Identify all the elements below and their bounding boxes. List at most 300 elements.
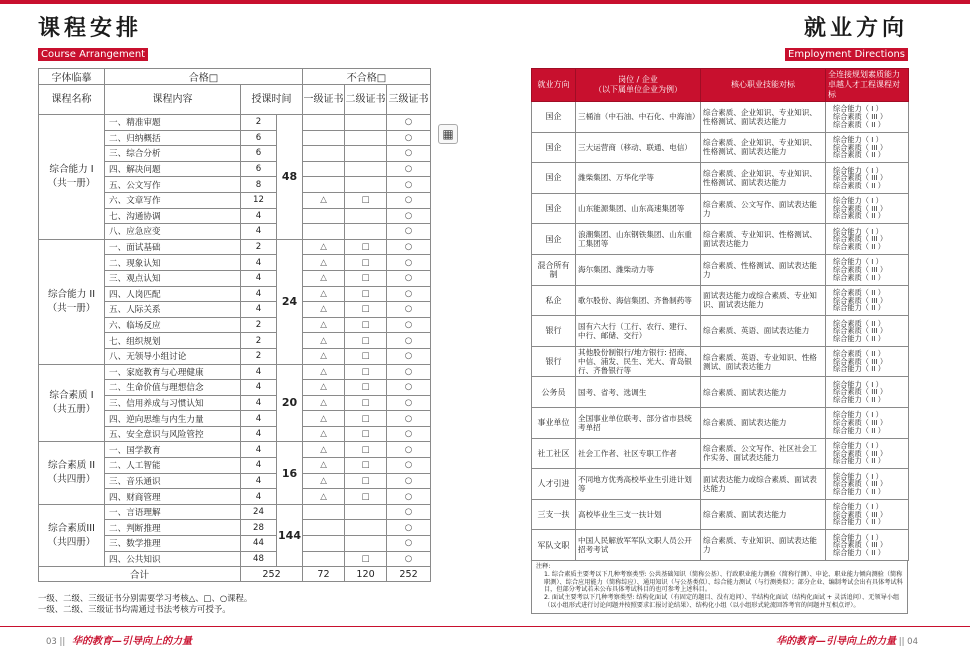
cert1-mark: △: [303, 348, 345, 364]
cert2-mark: □: [345, 380, 387, 396]
employment-row: [532, 163, 909, 194]
employment-course-item: 综合素质（ III ）: [833, 264, 888, 274]
cert3-mark: ○: [387, 239, 431, 255]
employment-course-item: 综合能力（ II ）: [833, 456, 885, 466]
course-name: 综合能力 I （共一册）: [39, 115, 105, 240]
employment-course-item: 综合能力（ II ）: [833, 547, 885, 557]
employment-position: 不同地方优秀高校毕业生引进计划等: [576, 469, 701, 500]
cert1-mark: [303, 551, 345, 567]
employment-course-item: 综合素质（ III ）: [833, 540, 888, 550]
course-content: 四、逆向思维与内生力量: [105, 411, 241, 427]
employment-skills: 综合素质、公文写作、社区社会工作实务、面试表达能力: [701, 438, 826, 469]
cert2-mark: □: [345, 192, 387, 208]
course-content: 三、数学推理: [105, 536, 241, 552]
employment-course-item: 综合素质（ III ）: [833, 234, 888, 244]
course-group-hours: 48: [277, 115, 303, 240]
footer-divider-left: ||: [59, 637, 68, 647]
employment-course-item: 综合素质（ II ）: [833, 318, 885, 328]
employment-course-item: 综合素质（ III ）: [833, 203, 888, 213]
course-note-2: 一级、二级、三级证书均需通过书法考核方可授予。: [38, 604, 231, 614]
cert1-mark: △: [303, 442, 345, 458]
cert1-mark: △: [303, 364, 345, 380]
employment-subtitle: Employment Directions: [785, 48, 908, 61]
employment-notes: [531, 561, 908, 614]
employment-table-wrap: [531, 68, 908, 614]
footer-slogan-left: 华的教育—引导向上的力量: [71, 636, 192, 647]
employment-position: 中国人民解放军军队文职人员公开招考考试: [576, 530, 701, 561]
cert3-mark: ○: [387, 426, 431, 442]
employment-row: [532, 254, 909, 285]
cert1-mark: △: [303, 489, 345, 505]
employment-skills: 综合素质、专业知识、性格测试、面试表达能力: [701, 224, 826, 255]
employment-type: 银行: [532, 316, 576, 347]
total-row: [39, 567, 431, 582]
cert2-mark: [345, 146, 387, 162]
course-hours: 4: [241, 426, 277, 442]
course-hours: 28: [241, 520, 277, 536]
cert2-mark: □: [345, 333, 387, 349]
employment-row: [532, 499, 909, 530]
course-hours: 12: [241, 192, 277, 208]
footer-divider-right: ||: [898, 637, 908, 647]
course-content: 一、言语理解: [105, 504, 241, 520]
employment-course-item: 综合能力（ I ）: [833, 532, 883, 542]
employment-course-item: 综合素质（ II ）: [833, 287, 885, 297]
employment-title: 就业方向: [803, 16, 908, 41]
course-hours: 6: [241, 130, 277, 146]
employment-course-item: 综合能力（ II ）: [833, 303, 885, 313]
employment-skills: 综合素质、面试表达能力: [701, 499, 826, 530]
course-name: 综合素质 II （共四册）: [39, 442, 105, 504]
employment-position: 高校毕业生三支一扶计划: [576, 499, 701, 530]
course-name: 综合素质III （共四册）: [39, 504, 105, 566]
cert2-mark: [345, 520, 387, 536]
cert1-mark: [303, 520, 345, 536]
cert3-mark: ○: [387, 364, 431, 380]
employment-courses: [826, 438, 909, 469]
employment-type: 国企: [532, 193, 576, 224]
cert3-mark: ○: [387, 520, 431, 536]
course-content: 四、人岗匹配: [105, 286, 241, 302]
course-row: [39, 115, 431, 131]
cert1-mark: [303, 536, 345, 552]
course-hours: 4: [241, 411, 277, 427]
employment-course-item: 综合素质（ III ）: [833, 112, 888, 121]
employment-course-item: 综合能力（ II ）: [833, 517, 885, 527]
course-content: 二、判断推理: [105, 520, 241, 536]
employment-course-item: 综合素质（ II ）: [833, 150, 885, 160]
total-cert1: 72: [303, 567, 345, 582]
employment-note-title: 注释:: [536, 562, 551, 570]
employment-course-item: 综合能力（ I ）: [833, 379, 883, 389]
employment-courses: [826, 530, 909, 561]
total-label: 合计: [39, 567, 241, 582]
employment-type: 私企: [532, 285, 576, 316]
cert2-mark: [345, 224, 387, 240]
employment-course-item: 综合能力（ I ）: [833, 104, 883, 114]
cert3-mark: ○: [387, 458, 431, 474]
employment-course-item: 综合能力（ I ）: [833, 502, 883, 512]
course-content: 三、综合分析: [105, 146, 241, 162]
employment-row: [532, 285, 909, 316]
cert1-mark: △: [303, 239, 345, 255]
employment-courses: [826, 407, 909, 438]
header-skills: 核心职业技能对标: [701, 69, 826, 102]
employment-row: [532, 132, 909, 163]
cert3-mark: ○: [387, 333, 431, 349]
cert1-mark: [303, 208, 345, 224]
employment-position: 歌尔股份、海信集团、齐鲁制药等: [576, 285, 701, 316]
footer-rule: [0, 626, 970, 627]
course-note-1: 一级、二级、三级证书分别需要学习考核△、□、○课程。: [38, 593, 253, 603]
course-content: 六、临场反应: [105, 317, 241, 333]
cert3-mark: ○: [387, 224, 431, 240]
course-hours: 4: [241, 286, 277, 302]
employment-table: [531, 68, 909, 561]
course-content: 一、面试基础: [105, 239, 241, 255]
cert2-mark: □: [345, 395, 387, 411]
course-hours: 4: [241, 224, 277, 240]
course-hours: 44: [241, 536, 277, 552]
cert3-mark: ○: [387, 208, 431, 224]
cert3-mark: ○: [387, 302, 431, 318]
employment-row: [532, 102, 909, 133]
cert3-mark: ○: [387, 146, 431, 162]
cert3-mark: ○: [387, 504, 431, 520]
employment-type: 国企: [532, 224, 576, 255]
employment-skills: 综合素质、企业知识、专业知识、性格测试、面试表达能力: [701, 163, 826, 194]
employment-position: 国有六大行（工行、农行、建行、中行、邮储、交行）: [576, 316, 701, 347]
cert3-mark: ○: [387, 317, 431, 333]
cert2-mark: □: [345, 348, 387, 364]
employment-position: 三桶油（中石油、中石化、中海油）: [576, 102, 701, 133]
header-cert1: 一级证书: [303, 85, 345, 115]
employment-courses: [826, 224, 909, 255]
cert2-mark: □: [345, 551, 387, 567]
cert2-mark: [345, 115, 387, 131]
cert2-mark: □: [345, 426, 387, 442]
cert3-mark: ○: [387, 115, 431, 131]
course-content: 七、沟通协调: [105, 208, 241, 224]
cert3-mark: ○: [387, 255, 431, 271]
cert1-mark: △: [303, 302, 345, 318]
employment-courses: [826, 254, 909, 285]
course-group-hours: 24: [277, 239, 303, 364]
employment-row: [532, 530, 909, 561]
cert3-mark: ○: [387, 286, 431, 302]
employment-skills: 综合素质、英语、专业知识、性格测试、面试表达能力: [701, 346, 826, 377]
cert2-mark: □: [345, 411, 387, 427]
cert3-mark: ○: [387, 395, 431, 411]
cert2-mark: [345, 536, 387, 552]
cert3-mark: ○: [387, 192, 431, 208]
cert1-mark: [303, 161, 345, 177]
course-content: 三、信用养成与习惯认知: [105, 395, 241, 411]
font-copy-fail: 不合格□: [303, 69, 431, 85]
employment-course-item: 综合能力（ I ）: [833, 165, 883, 175]
employment-course-item: 综合能力（ I ）: [833, 471, 883, 481]
employment-course-item: 综合能力（ I ）: [833, 135, 883, 144]
course-row: [39, 364, 431, 380]
cert3-mark: ○: [387, 270, 431, 286]
course-content: 五、公文写作: [105, 177, 241, 193]
employment-course-item: 综合素质（ III ）: [833, 417, 888, 427]
cert3-mark: ○: [387, 380, 431, 396]
employment-position: 山东能源集团、山东高速集团等: [576, 193, 701, 224]
employment-row: [532, 469, 909, 500]
course-content: 二、归纳概括: [105, 130, 241, 146]
employment-position: 潍柴集团、万华化学等: [576, 163, 701, 194]
employment-position: 全国事业单位联考、部分省市县统考单招: [576, 407, 701, 438]
employment-row: [532, 224, 909, 255]
header-hours: 授课时间: [241, 85, 303, 115]
employment-course-item: 综合能力（ II ）: [833, 425, 885, 435]
course-hours: 4: [241, 380, 277, 396]
course-heading: [38, 16, 148, 61]
header-quality: 全连接规划素质能力卓越人才工程课程对标: [826, 69, 909, 102]
cert3-mark: ○: [387, 161, 431, 177]
course-hours: 4: [241, 302, 277, 318]
employment-course-item: 综合能力（ I ）: [833, 226, 883, 236]
employment-type: 公务员: [532, 377, 576, 408]
course-hours: 2: [241, 239, 277, 255]
employment-courses: [826, 377, 909, 408]
page-number-right: 04: [907, 637, 918, 647]
course-hours: 6: [241, 146, 277, 162]
footer-slogan-right: 华的教育—引导向上的力量: [776, 636, 897, 647]
employment-type: 混合所有制: [532, 254, 576, 285]
course-row: [39, 442, 431, 458]
employment-course-item: 综合能力（ I ）: [833, 440, 883, 450]
employment-skills: 面试表达能力或综合素质、面试表达能力: [701, 469, 826, 500]
employment-type: 社工社区: [532, 438, 576, 469]
course-content: 八、无领导小组讨论: [105, 348, 241, 364]
cert2-mark: □: [345, 458, 387, 474]
course-name: 综合素质 I （共五册）: [39, 364, 105, 442]
course-content: 五、安全意识与风险管控: [105, 426, 241, 442]
course-hours: 4: [241, 489, 277, 505]
employment-course-item: 综合素质（ III ）: [833, 173, 888, 183]
employment-courses: [826, 193, 909, 224]
employment-courses: [826, 499, 909, 530]
header-position: 岗位 / 企业 （以下属单位企业为例）: [576, 69, 701, 102]
footer-left: [46, 632, 192, 647]
employment-type: 国企: [532, 132, 576, 163]
cert1-mark: △: [303, 380, 345, 396]
cert2-mark: □: [345, 270, 387, 286]
employment-courses: [826, 469, 909, 500]
total-cert2: 120: [345, 567, 387, 582]
cert3-mark: ○: [387, 551, 431, 567]
employment-course-item: 综合能力（ I ）: [833, 196, 883, 206]
employment-courses: [826, 102, 909, 133]
course-content: 六、文章写作: [105, 192, 241, 208]
total-hours: 252: [241, 567, 303, 582]
header-cert2: 二级证书: [345, 85, 387, 115]
cert2-mark: □: [345, 489, 387, 505]
course-hours: 24: [241, 504, 277, 520]
cert1-mark: △: [303, 458, 345, 474]
employment-row: [532, 193, 909, 224]
employment-courses: [826, 316, 909, 347]
cert3-mark: ○: [387, 348, 431, 364]
employment-course-item: 综合素质（ III ）: [833, 509, 888, 519]
employment-heading: [785, 16, 908, 61]
course-hours: 2: [241, 115, 277, 131]
course-content: 七、组织规划: [105, 333, 241, 349]
employment-row: [532, 438, 909, 469]
employment-position: 社会工作者、社区专职工作者: [576, 438, 701, 469]
employment-course-item: 综合能力（ II ）: [833, 333, 885, 343]
cert2-mark: [345, 130, 387, 146]
font-copy-row: [39, 69, 431, 85]
course-group-hours: 20: [277, 364, 303, 442]
course-table-wrap: [38, 68, 430, 582]
cert1-mark: [303, 177, 345, 193]
employment-course-item: 综合能力（ II ）: [833, 364, 885, 374]
employment-course-item: 综合能力（ II ）: [833, 394, 885, 404]
employment-course-item: 综合素质（ II ）: [833, 272, 885, 282]
employment-row: [532, 316, 909, 347]
employment-courses: [826, 132, 909, 163]
employment-skills: 综合素质、英语、面试表达能力: [701, 316, 826, 347]
employment-skills: 综合素质、公文写作、面试表达能力: [701, 193, 826, 224]
cert1-mark: △: [303, 192, 345, 208]
employment-skills: 综合素质、面试表达能力: [701, 407, 826, 438]
course-table: [38, 68, 431, 582]
employment-skills: 综合素质、企业知识、专业知识、性格测试、面试表达能力: [701, 132, 826, 163]
cert2-mark: [345, 161, 387, 177]
cert1-mark: [303, 130, 345, 146]
course-hours: 4: [241, 395, 277, 411]
employment-course-item: 综合能力（ I ）: [833, 257, 883, 267]
course-hours: 4: [241, 270, 277, 286]
page-number-left: 03: [46, 637, 57, 647]
course-content: 三、观点认知: [105, 270, 241, 286]
course-notes: [38, 593, 252, 615]
header-cert3: 三级证书: [387, 85, 431, 115]
cert2-mark: □: [345, 302, 387, 318]
course-content: 五、人际关系: [105, 302, 241, 318]
cert1-mark: [303, 224, 345, 240]
employment-courses: [826, 163, 909, 194]
course-content: 二、现象认知: [105, 255, 241, 271]
cert1-mark: △: [303, 426, 345, 442]
course-hours: 48: [241, 551, 277, 567]
course-content: 一、精准审题: [105, 115, 241, 131]
employment-type: 军队文职: [532, 530, 576, 561]
course-hours: 4: [241, 364, 277, 380]
cert2-mark: □: [345, 442, 387, 458]
course-hours: 2: [241, 333, 277, 349]
cert2-mark: □: [345, 286, 387, 302]
font-copy-label: 字体临摹: [39, 69, 105, 85]
employment-course-item: 综合素质（ III ）: [833, 387, 888, 397]
employment-row: [532, 346, 909, 377]
header-course: 课程名称: [39, 85, 105, 115]
employment-position: 浪潮集团、山东钢铁集团、山东重工集团等: [576, 224, 701, 255]
cert1-mark: △: [303, 270, 345, 286]
course-hours: 4: [241, 458, 277, 474]
employment-note-1: 1. 综合素质主要考以下几种考察类型: 公共基础知识（简称公基）、行政职业能力测验（简称行测）、申论、职业能力倾向测验（简称职测）、综合应用能力（简称综应）、通用知识（与公基类似）、综合能力测试（与行测类似）；部分企业、编制考试会出有具体考试科目，但部分考试若未公布具体考试科目的也可参考上述科目。: [544, 570, 903, 594]
employment-course-item: 综合能力（ II ）: [833, 486, 885, 496]
course-content: 二、人工智能: [105, 458, 241, 474]
employment-table-header: [532, 69, 909, 102]
cert1-mark: △: [303, 473, 345, 489]
course-subtitle: Course Arrangement: [38, 48, 148, 61]
employment-course-item: 综合素质（ II ）: [833, 119, 885, 129]
course-hours: 4: [241, 442, 277, 458]
header-content: 课程内容: [105, 85, 241, 115]
employment-position: 海尔集团、潍柴动力等: [576, 254, 701, 285]
employment-position: 国考、省考、选调生: [576, 377, 701, 408]
top-accent-bar: [0, 0, 970, 4]
footer-right: [772, 632, 918, 647]
font-copy-pass: 合格□: [105, 69, 303, 85]
cert2-mark: □: [345, 364, 387, 380]
employment-course-item: 综合素质（ III ）: [833, 142, 888, 152]
course-content: 四、公共知识: [105, 551, 241, 567]
employment-course-item: 综合素质（ III ）: [833, 326, 888, 336]
cert2-mark: [345, 208, 387, 224]
employment-course-item: 综合素质（ II ）: [833, 180, 885, 190]
course-hours: 4: [241, 255, 277, 271]
cert2-mark: □: [345, 255, 387, 271]
employment-course-item: 综合能力（ I ）: [833, 410, 883, 420]
employment-type: 国企: [532, 163, 576, 194]
course-hours: 2: [241, 348, 277, 364]
course-hours: 8: [241, 177, 277, 193]
cert3-mark: ○: [387, 536, 431, 552]
employment-type: 国企: [532, 102, 576, 133]
total-cert3: 252: [387, 567, 431, 582]
employment-row: [532, 407, 909, 438]
course-group-hours: 144: [277, 504, 303, 566]
course-content: 一、家庭教育与心理健康: [105, 364, 241, 380]
course-hours: 6: [241, 161, 277, 177]
cert2-mark: □: [345, 317, 387, 333]
cert1-mark: [303, 504, 345, 520]
employment-row: [532, 377, 909, 408]
course-row: [39, 504, 431, 520]
header-direction: 就业方向: [532, 69, 576, 102]
cert3-mark: ○: [387, 130, 431, 146]
cert1-mark: [303, 115, 345, 131]
course-name: 综合能力 II （共一册）: [39, 239, 105, 364]
employment-courses: [826, 285, 909, 316]
cert3-mark: ○: [387, 473, 431, 489]
cert3-mark: ○: [387, 442, 431, 458]
employment-skills: 综合素质、企业知识、专业知识、性格测试、面试表达能力: [701, 102, 826, 133]
employment-skills: 综合素质、专业知识、面试表达能力: [701, 530, 826, 561]
cert1-mark: △: [303, 255, 345, 271]
course-content: 四、财商管理: [105, 489, 241, 505]
course-group-hours: 16: [277, 442, 303, 504]
cert2-mark: □: [345, 473, 387, 489]
employment-skills: 综合素质、面试表达能力: [701, 377, 826, 408]
employment-courses: [826, 346, 909, 377]
cert1-mark: △: [303, 411, 345, 427]
cert2-mark: [345, 177, 387, 193]
employment-type: 人才引进: [532, 469, 576, 500]
cert3-mark: ○: [387, 177, 431, 193]
cert1-mark: [303, 146, 345, 162]
employment-skills: 面试表达能力或综合素质、专业知识、面试表达能力: [701, 285, 826, 316]
employment-course-item: 综合素质（ II ）: [833, 211, 885, 221]
cert3-mark: ○: [387, 489, 431, 505]
course-content: 四、解决问题: [105, 161, 241, 177]
calculator-icon[interactable]: ▦: [438, 124, 458, 144]
